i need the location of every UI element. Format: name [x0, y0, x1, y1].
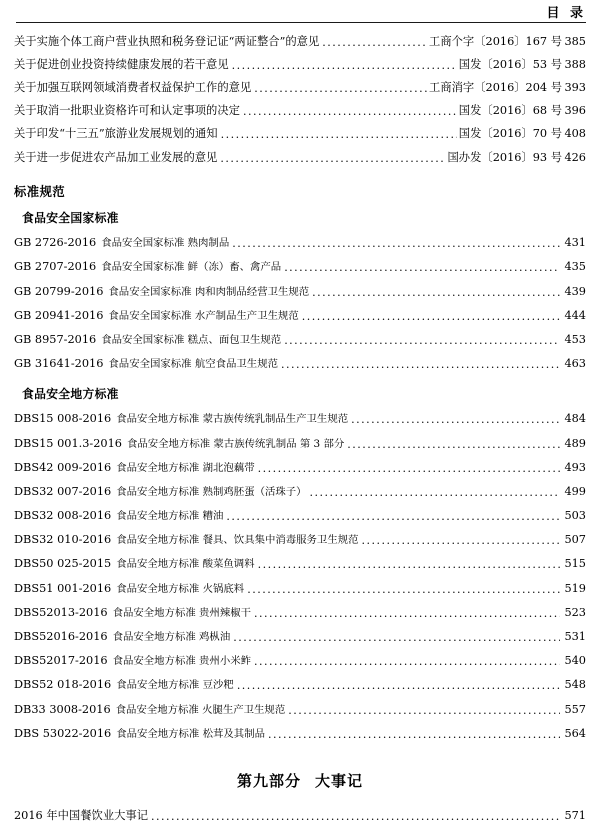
standard-code: DBS32 007-2016: [14, 484, 112, 498]
toc-entry-page: 484: [564, 412, 586, 426]
list-item[interactable]: [14, 76, 586, 99]
standard-code: DBS42 009-2016: [14, 460, 112, 474]
standard-name: 食品安全国家标准 熟肉制品: [101, 237, 230, 250]
leader-dots: [243, 105, 457, 116]
leader-dots: [237, 679, 560, 690]
toc-entry-page: 493: [564, 460, 586, 474]
part-heading: [14, 770, 586, 791]
standard-code: DBS15 008-2016: [14, 412, 112, 426]
standard-code: DBS52016-2016: [14, 630, 108, 644]
toc-entry-page: 489: [564, 436, 586, 450]
leader-dots: [151, 810, 560, 821]
standard-name: 食品安全国家标准 糕点、面包卫生规范: [101, 333, 282, 346]
part-name: 大事记: [315, 771, 364, 790]
leader-dots: [281, 358, 560, 369]
toc-entry-page: 463: [564, 357, 586, 371]
toc-entry-issuer: 工商个字〔2016〕167 号: [429, 34, 562, 48]
toc-entry-page: 531: [564, 630, 586, 644]
standard-name: 食品安全地方标准 酸菜鱼调料: [116, 558, 255, 571]
toc-entry-page: 571: [564, 808, 586, 822]
list-item[interactable]: [14, 352, 586, 376]
leader-dots: [254, 82, 427, 93]
leader-dots: [258, 558, 560, 569]
toc-entry-label: 关于加强互联网领域消费者权益保护工作的意见: [14, 80, 252, 94]
standard-code: DBS32 010-2016: [14, 533, 112, 547]
list-item[interactable]: [14, 552, 586, 576]
standard-name: 食品安全国家标准 水产制品生产卫生规范: [108, 309, 299, 322]
standard-code: DBS52013-2016: [14, 605, 108, 619]
toc-entry-label: 关于印发“十三五”旅游业发展规划的通知: [14, 127, 218, 141]
list-item[interactable]: [14, 328, 586, 352]
toc-entry-page: 507: [564, 533, 586, 547]
toc-entry-page: 396: [564, 104, 586, 118]
toc-entry-page: 548: [564, 678, 586, 692]
leader-dots: [268, 728, 560, 739]
standard-code: DBS15 001.3-2016: [14, 436, 122, 450]
section-heading-standards: 标准规范: [14, 185, 66, 200]
leader-dots: [232, 59, 457, 70]
list-item[interactable]: [14, 431, 586, 455]
toc-entry-issuer: 国发〔2016〕53 号: [458, 57, 562, 71]
list-item[interactable]: [14, 673, 586, 697]
list-item[interactable]: [14, 480, 586, 504]
list-item[interactable]: [14, 123, 586, 146]
list-item[interactable]: [14, 807, 586, 828]
leader-dots: [284, 261, 560, 272]
list-item[interactable]: [14, 698, 586, 722]
standard-code: DBS52 018-2016: [14, 678, 112, 692]
standard-name: 食品安全地方标准 熟制鸡胚蛋（活珠子）: [116, 485, 307, 498]
toc-entry-page: 499: [564, 484, 586, 498]
subsection-heading: 食品安全国家标准: [22, 211, 119, 226]
toc-entry-page: 453: [564, 332, 586, 346]
toc-entry-label: 2016 年中国餐饮业大事记: [14, 808, 149, 822]
list-item[interactable]: [14, 625, 586, 649]
standard-name: 食品安全地方标准 糟油: [116, 510, 224, 523]
leader-dots: [226, 510, 560, 521]
standard-code: DB33 3008-2016: [14, 702, 111, 716]
toc-entry-page: 435: [564, 260, 586, 274]
list-item[interactable]: [14, 255, 586, 279]
standard-name: 食品安全地方标准 豆沙粑: [116, 679, 234, 692]
page-title: 目 录: [546, 6, 586, 21]
list-item[interactable]: [14, 504, 586, 528]
standard-name: 食品安全地方标准 贵州小米鲊: [112, 655, 251, 668]
standard-code: GB 8957-2016: [14, 332, 97, 346]
list-item[interactable]: [14, 280, 586, 304]
leader-dots: [258, 462, 560, 473]
toc-entry-label: 关于进一步促进农产品加工业发展的意见: [14, 150, 218, 164]
toc-entry-issuer: 国发〔2016〕70 号: [458, 127, 562, 141]
toc-entry-page: 564: [564, 726, 586, 740]
toc-entry-page: 444: [564, 308, 586, 322]
leader-dots: [362, 534, 561, 545]
toc-entry-issuer: 国发〔2016〕68 号: [458, 104, 562, 118]
leader-dots: [221, 128, 457, 139]
list-item[interactable]: [14, 407, 586, 431]
standard-code: DBS 53022-2016: [14, 726, 112, 740]
toc-entry-label: 关于取消一批职业资格许可和认定事项的决定: [14, 104, 240, 118]
toc-entry-page: 519: [564, 581, 586, 595]
standards-group-national: [14, 209, 586, 376]
toc-entry-page: 388: [564, 57, 586, 71]
toc-entry-page: 426: [564, 150, 586, 164]
toc-entry-issuer: 工商消字〔2016〕204 号: [429, 80, 562, 94]
standard-name: 食品安全国家标准 鲜（冻）畜、禽产品: [101, 261, 282, 274]
toc-entry-page: 431: [564, 236, 586, 250]
list-item[interactable]: [14, 722, 586, 746]
list-item[interactable]: [14, 231, 586, 255]
toc-entry-page: 557: [564, 702, 586, 716]
leader-dots: [233, 631, 560, 642]
toc-entry-page: 393: [564, 80, 586, 94]
list-item[interactable]: [14, 456, 586, 480]
toc-entry-issuer: 国办发〔2016〕93 号: [447, 150, 562, 164]
standard-name: 食品安全国家标准 航空食品卫生规范: [108, 358, 278, 371]
list-item[interactable]: [14, 577, 586, 601]
standard-name: 食品安全地方标准 松茸及其制品: [116, 727, 265, 740]
part-number: 第九部分: [236, 771, 301, 790]
toc-entry-page: 503: [564, 509, 586, 523]
toc-entry-page: 515: [564, 557, 586, 571]
leader-dots: [284, 334, 560, 345]
toc-entry-page: 385: [564, 34, 586, 48]
standard-name: 食品安全地方标准 鸡枞油: [112, 631, 231, 644]
list-item[interactable]: [14, 53, 586, 76]
leader-dots: [310, 486, 560, 497]
standards-group-local: [14, 385, 586, 746]
toc-entry-page: 408: [564, 127, 586, 141]
policy-toc-list: [14, 30, 586, 169]
standard-name: 食品安全地方标准 火锅底料: [116, 582, 245, 595]
leader-dots: [347, 438, 560, 449]
standard-code: DBS32 008-2016: [14, 509, 112, 523]
standard-name: 食品安全地方标准 餐具、饮具集中消毒服务卫生规范: [116, 534, 359, 547]
leader-dots: [351, 413, 560, 424]
leader-dots: [254, 655, 560, 666]
leader-dots: [288, 704, 560, 715]
toc-entry-label: 关于促进创业投资持续健康发展的若干意见: [14, 57, 229, 71]
leader-dots: [232, 237, 560, 248]
standard-name: 食品安全地方标准 湖北泡藕带: [116, 461, 255, 474]
standard-code: GB 2726-2016: [14, 236, 97, 250]
subsection-heading: 食品安全地方标准: [22, 387, 119, 402]
page-header: [14, 0, 586, 26]
standard-code: GB 20799-2016: [14, 284, 104, 298]
toc-entry-page: 439: [564, 284, 586, 298]
standard-code: DBS52017-2016: [14, 654, 108, 668]
leader-dots: [322, 36, 427, 47]
list-item[interactable]: [14, 601, 586, 625]
standard-name: 食品安全地方标准 贵州辣椒干: [112, 606, 251, 619]
toc-entry-page: 523: [564, 605, 586, 619]
toc-entry-label: 关于实施个体工商户营业执照和税务登记证“两证整合”的意见: [14, 34, 320, 48]
list-item[interactable]: [14, 30, 586, 53]
standard-name: 食品安全地方标准 蒙古族传统乳制品生产卫生规范: [116, 413, 349, 426]
list-item[interactable]: [14, 304, 586, 328]
standard-name: 食品安全国家标准 肉和肉制品经营卫生规范: [108, 285, 310, 298]
list-item[interactable]: [14, 146, 586, 169]
leader-dots: [220, 152, 445, 163]
list-item[interactable]: [14, 649, 586, 673]
standard-name: 食品安全地方标准 火腿生产卫生规范: [115, 703, 286, 716]
list-item[interactable]: [14, 100, 586, 123]
standard-code: DBS51 001-2016: [14, 581, 112, 595]
header-divider: [16, 22, 586, 23]
standard-code: GB 31641-2016: [14, 357, 104, 371]
standard-name: 食品安全地方标准 蒙古族传统乳制品 第 3 部分: [126, 437, 345, 450]
list-item[interactable]: [14, 528, 586, 552]
leader-dots: [312, 286, 560, 297]
standard-code: GB 20941-2016: [14, 308, 104, 322]
leader-dots: [302, 310, 560, 321]
toc-entry-page: 540: [564, 654, 586, 668]
standard-code: GB 2707-2016: [14, 260, 97, 274]
standard-code: DBS50 025-2015: [14, 557, 112, 571]
leader-dots: [254, 607, 560, 618]
leader-dots: [247, 583, 560, 594]
